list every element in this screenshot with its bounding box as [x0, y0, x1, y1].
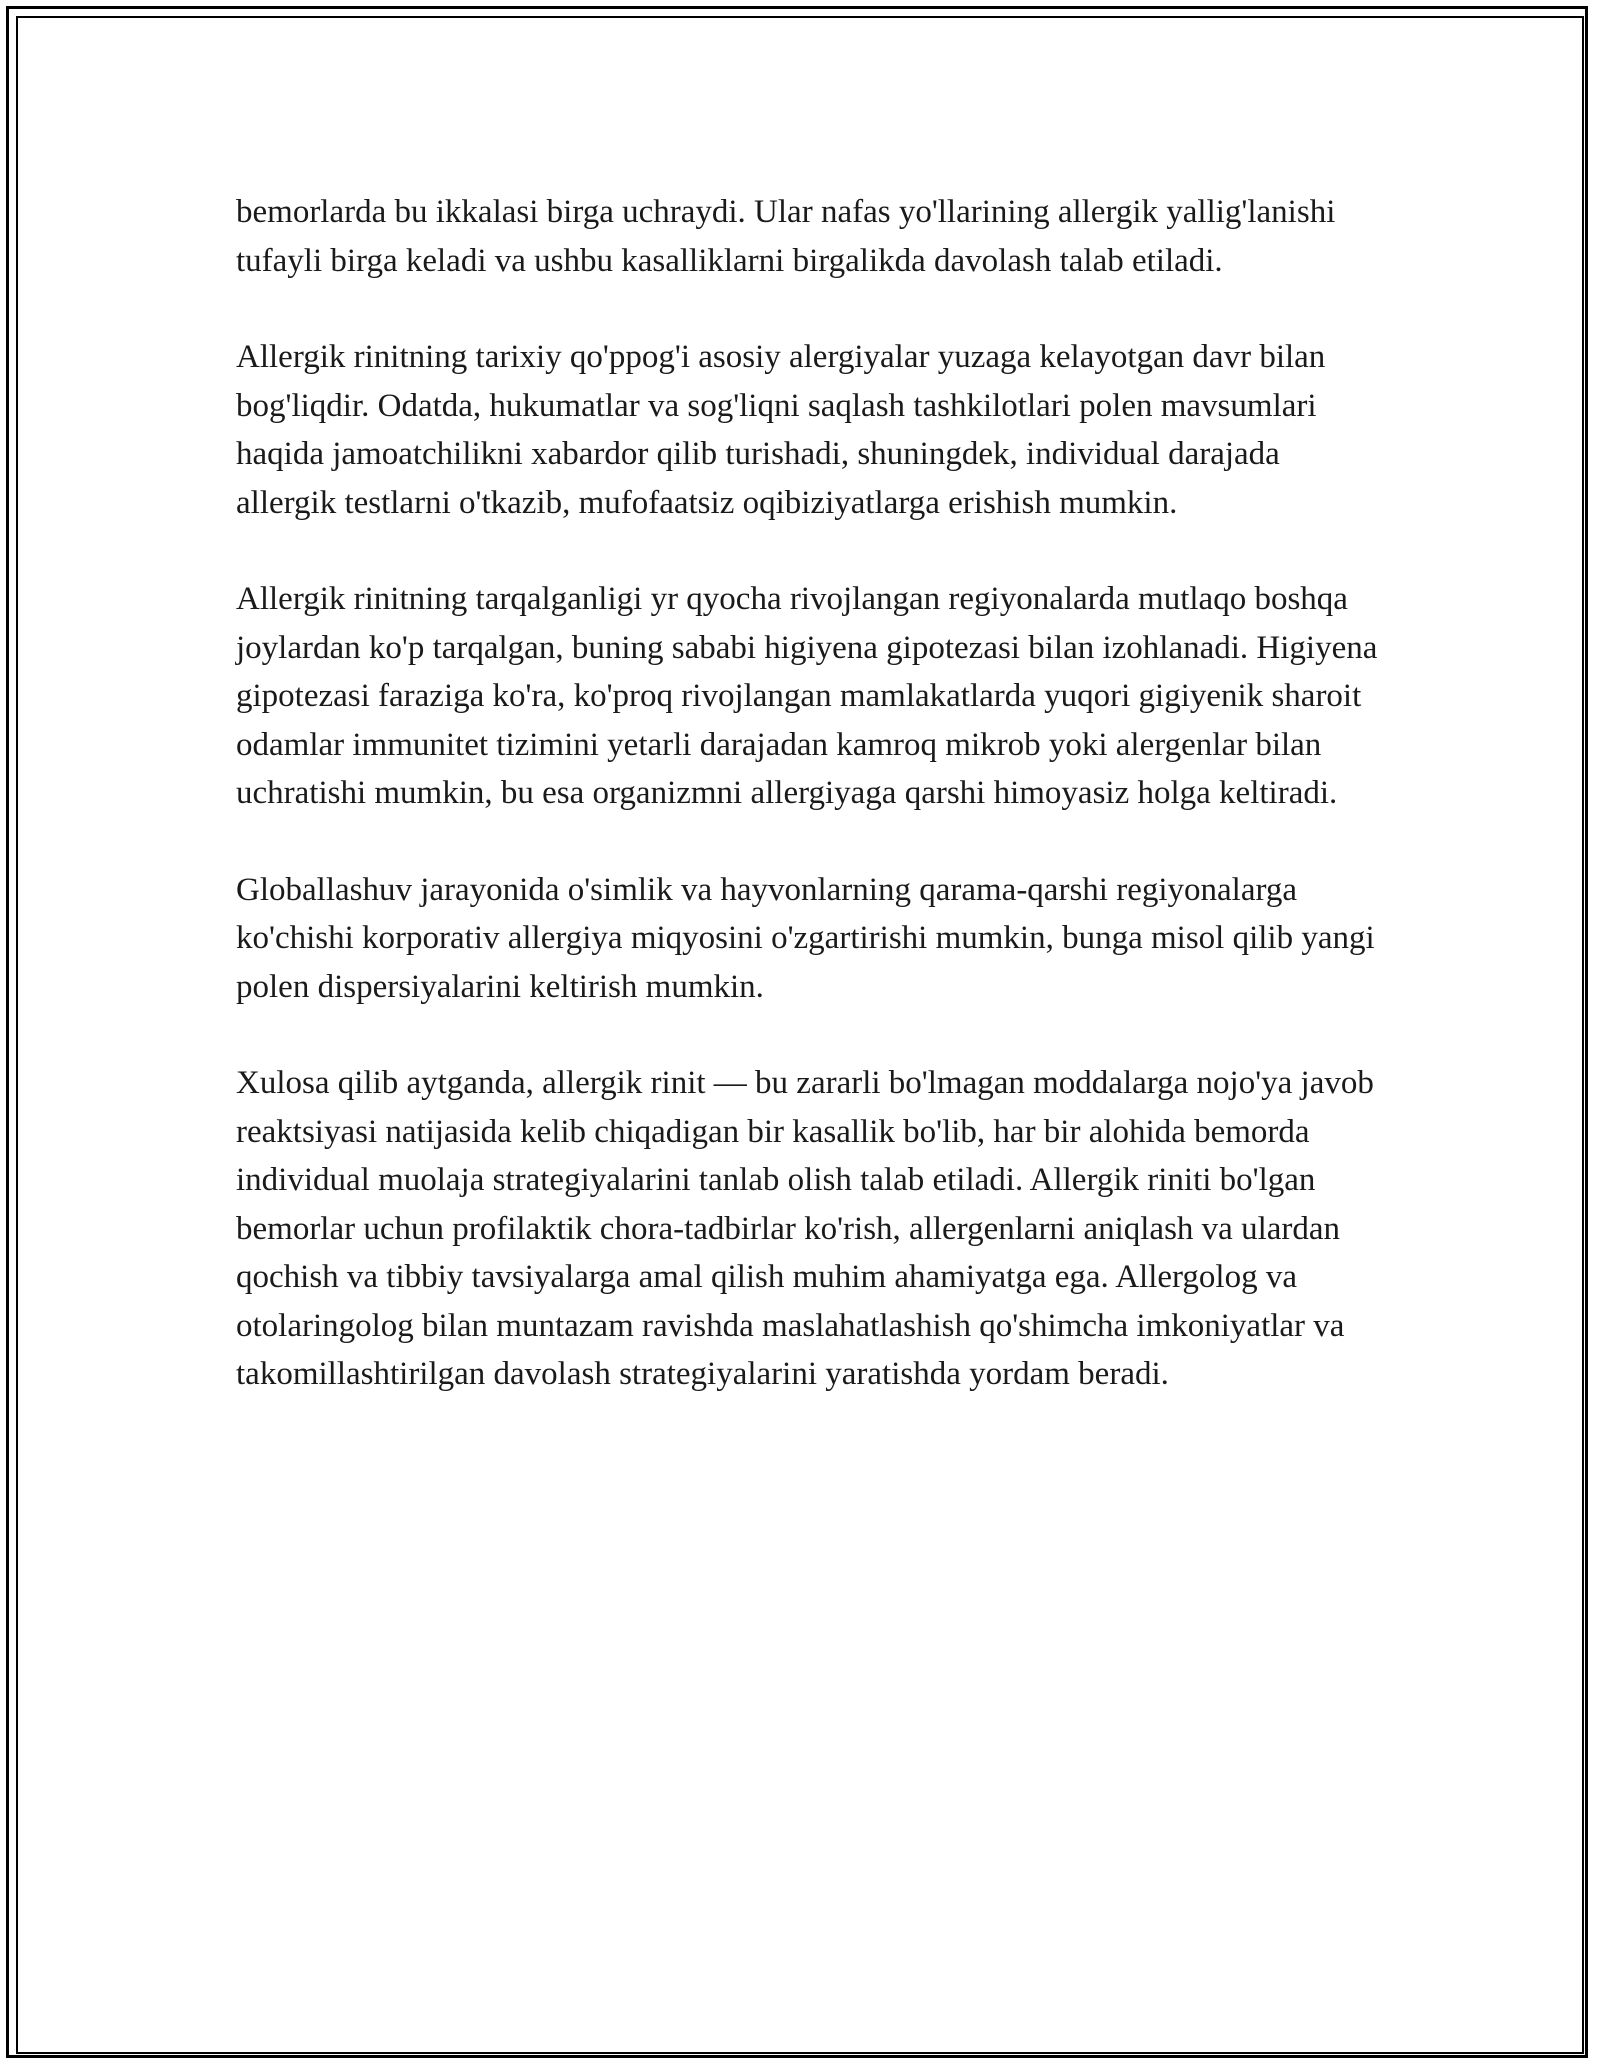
document-body: [236, 188, 1386, 1447]
paragraph: Globallashuv jarayonida o'simlik va hayvonlarning qarama-qarshi regiyonalarga ko'chishi korporativ allergiya miqyosini o'zgartirishi mumkin, bunga misol qilib yangi polen dispersiyalarini keltirish mumkin.: [236, 871, 1375, 1005]
paragraph: Allergik rinitning tarixiy qo'ppog'i asosiy alergiyalar yuzaga kelayotgan davr bilan bog'liqdir. Odatda, hukumatlar va sog'liqni saqlash tashkilotlari polen mavsumlari haqida jamoatchilikni xabardor qilib turishadi, shuningdek, individual darajada allergik testlarni o'tkazib, mufofaatsiz oqibiziyatlarga erishish mumkin.: [236, 339, 1326, 521]
paragraph: Xulosa qilib aytganda, allergik rinit — bu zararli bo'lmagan moddalarga nojo'ya javob reaktsiyasi natijasida kelib chiqadigan bir kasallik bo'lib, har bir alohida bemorda individual muolaja strategiyalarini tanlab olish talab etiladi. Allergik riniti bo'lgan bemorlar uchun profilaktik chora-tadbirlar ko'rish, allergenlarni aniqlash va ulardan qochish va tibbiy tavsiyalarga amal qilish muhim ahamiyatga ega. Allergolog va otolaringolog bilan muntazam ravishda maslahatlashish qo'shimcha imkoniyatlar va takomillashtirilgan davolash strategiyalarini yaratishda yordam beradi.: [236, 1065, 1374, 1392]
paragraph: bemorlarda bu ikkalasi birga uchraydi. Ular nafas yo'llarining allergik yallig'lanishi tufayli birga keladi va ushbu kasalliklarni birgalikda davolash talab etiladi.: [236, 194, 1336, 279]
paragraph: Allergik rinitning tarqalganligi yr qyocha rivojlangan regiyonalarda mutlaqo boshqa joylardan ko'p tarqalgan, buning sababi higiyena gipotezasi bilan izohlanadi. Higiyena gipotezasi faraziga ko'ra, ko'proq rivojlangan mamlakatlarda yuqori gigiyenik sharoit odamlar immunitet tizimini yetarli darajadan kamroq mikrob yoki alergenlar bilan uchratishi mumkin, bu esa organizmni allergiyaga qarshi himoyasiz holga keltiradi.: [236, 581, 1378, 811]
